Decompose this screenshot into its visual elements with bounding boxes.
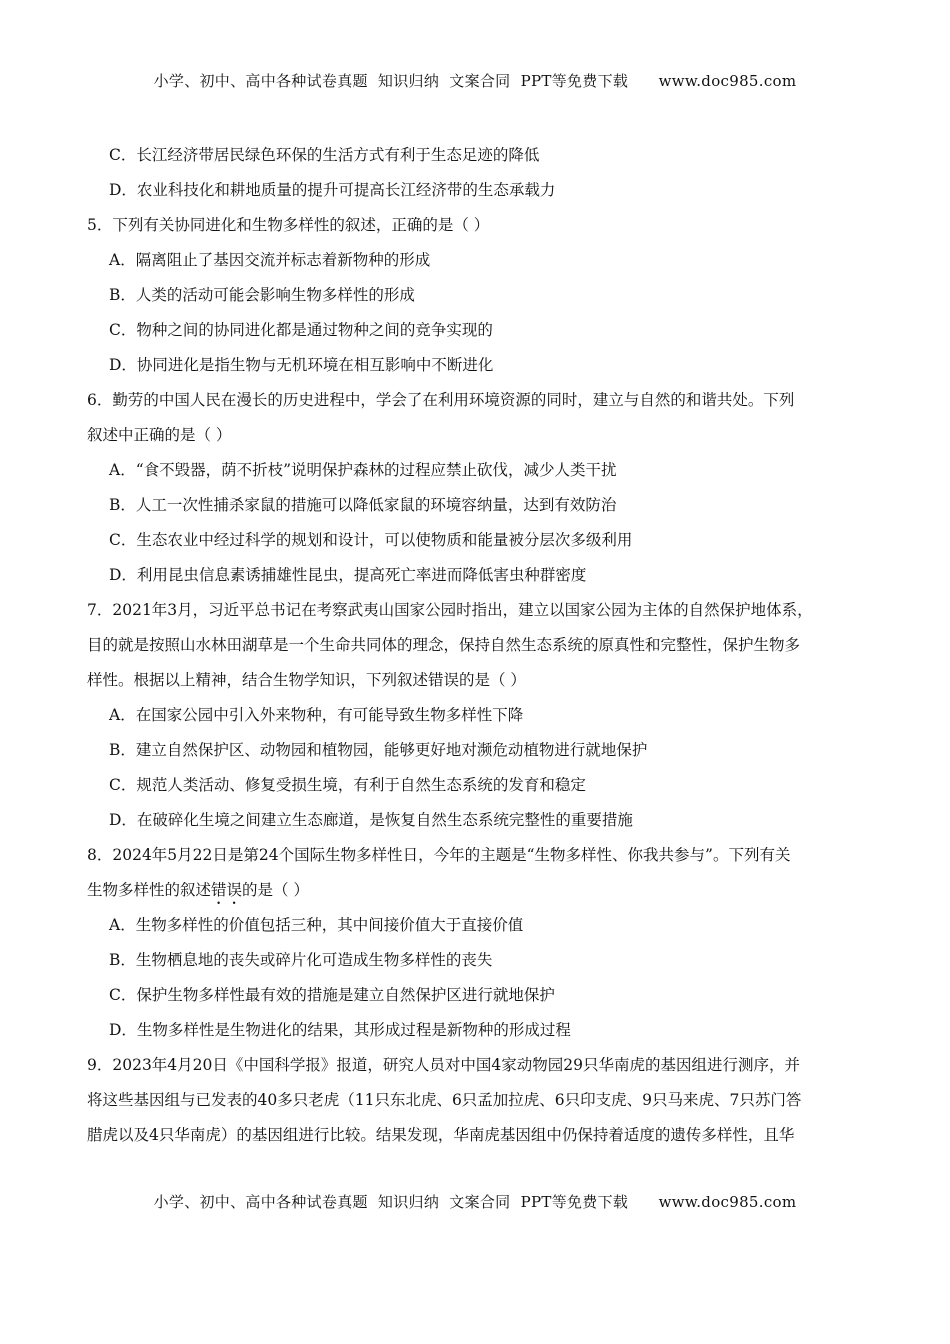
question-stem-cont: 腊虎以及4只华南虎）的基因组进行比较。结果发现，华南虎基因组中仍保持着适度的遗传多样性，且华: [87, 1126, 795, 1144]
option-b: B．人类的活动可能会影响生物多样性的形成: [109, 286, 415, 304]
option-a: A．“食不毁器，荫不折枝”说明保护森林的过程应禁止砍伐，减少人类干扰: [109, 461, 617, 479]
option-d: D．在破碎化生境之间建立生态廊道，是恢复自然生态系统完整性的重要措施: [109, 811, 633, 829]
page-header: 小学、初中、高中各种试卷真题 知识归纳 文案合同 PPT等免费下载 www.doc985.com: [153, 72, 797, 90]
option-d: D．农业科技化和耕地质量的提升可提高长江经济带的生态承载力: [109, 181, 556, 199]
question-8: [87, 838, 877, 1048]
question-stem: 9．2023年4月20日《中国科学报》报道，研究人员对中国4家动物园29只华南虎的基因组进行测序，并: [87, 1056, 800, 1074]
option-d: D．协同进化是指生物与无机环境在相互影响中不断进化: [109, 356, 494, 374]
question-list: [87, 138, 877, 1153]
option-d: D．利用昆虫信息素诱捕雄性昆虫，提高死亡率进而降低害虫种群密度: [109, 566, 587, 584]
question-4-tail: [87, 138, 877, 208]
option-b: B．生物栖息地的丧失或碎片化可造成生物多样性的丧失: [109, 951, 493, 969]
option-c: C．规范人类活动、修复受损生境，有利于自然生态系统的发育和稳定: [109, 776, 586, 794]
question-stem: 5．下列有关协同进化和生物多样性的叙述，正确的是（ ）: [87, 216, 490, 234]
question-5: [87, 208, 877, 383]
option-a: A．隔离阻止了基因交流并标志着新物种的形成: [109, 251, 431, 269]
question-stem: 8．2024年5月22日是第24个国际生物多样性日，今年的主题是“生物多样性、你我共参与”。下列有关: [87, 846, 791, 864]
option-b: B．建立自然保护区、动物园和植物园，能够更好地对濒危动植物进行就地保护: [109, 741, 648, 759]
option-c: C．保护生物多样性最有效的措施是建立自然保护区进行就地保护: [109, 986, 555, 1004]
option-b: B．人工一次性捕杀家鼠的措施可以降低家鼠的环境容纳量，达到有效防治: [109, 496, 617, 514]
question-stem-cont: 将这些基因组与已发表的40多只老虎（11只东北虎、6只孟加拉虎、6只印支虎、9只马来虎、7只苏门答: [87, 1091, 802, 1109]
option-c: C．物种之间的协同进化都是通过物种之间的竞争实现的: [109, 321, 493, 339]
stem-text: 生物多样性的叙述: [87, 881, 212, 899]
option-c: C．长江经济带居民绿色环保的生活方式有利于生态足迹的降低: [109, 146, 540, 164]
stem-text: 的是（ ）: [242, 881, 309, 899]
question-stem-cont: [87, 873, 877, 908]
option-c: C．生态农业中经过科学的规划和设计，可以使物质和能量被分层次多级利用: [109, 531, 633, 549]
question-9: [87, 1048, 877, 1153]
option-d: D．生物多样性是生物进化的结果，其形成过程是新物种的形成过程: [109, 1021, 571, 1039]
option-a: A．生物多样性的价值包括三种，其中间接价值大于直接价值: [109, 916, 524, 934]
question-stem-cont: 目的就是按照山水林田湖草是一个生命共同体的理念，保持自然生态系统的原真性和完整性，保护生物多: [87, 636, 801, 654]
question-stem: 6．勤劳的中国人民在漫长的历史进程中，学会了在利用环境资源的同时，建立与自然的和谐共处。下列: [87, 391, 795, 409]
question-7: [87, 593, 877, 838]
question-6: [87, 383, 877, 593]
question-stem-cont: 叙述中正确的是（ ）: [87, 426, 232, 444]
page-footer: 小学、初中、高中各种试卷真题 知识归纳 文案合同 PPT等免费下载 www.doc985.com: [153, 1193, 797, 1211]
emphasis-text: 错误: [211, 881, 243, 899]
option-a: A．在国家公园中引入外来物种，有可能导致生物多样性下降: [109, 706, 524, 724]
question-stem-cont: 样性。根据以上精神，结合生物学知识，下列叙述错误的是（ ）: [87, 671, 526, 689]
question-stem: 7．2021年3月，习近平总书记在考察武夷山国家公园时指出，建立以国家公园为主体的自然保护地体系，: [87, 601, 813, 619]
